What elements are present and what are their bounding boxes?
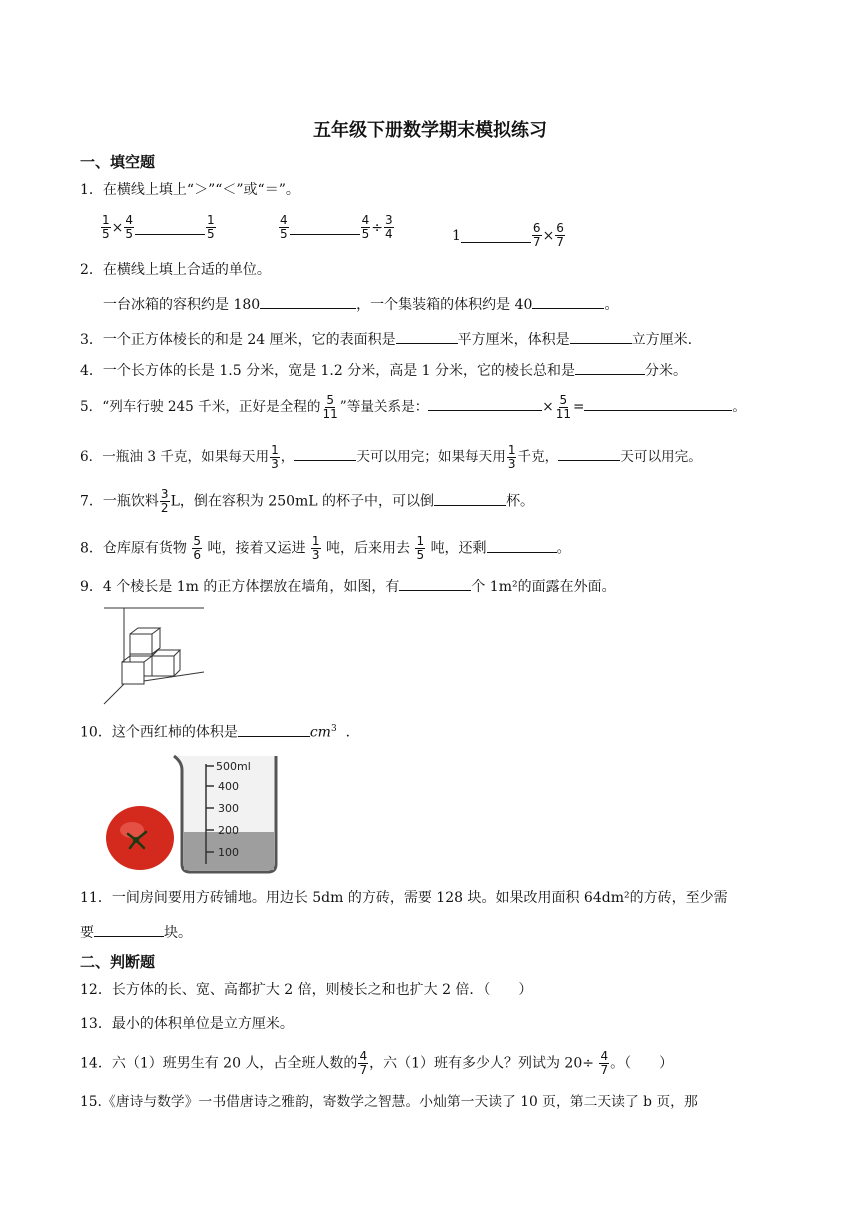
answer-blank[interactable] [294,446,356,461]
fraction: $\frac{4}{7}$ [600,1049,609,1077]
fraction: $\frac{4}{5}$ [361,213,370,241]
measuring-beaker [168,752,284,876]
fraction: $\frac{1}{3}$ [271,443,279,471]
fraction: $\frac{5}{11}$ [322,393,338,421]
answer-blank[interactable] [135,220,205,235]
answer-blank[interactable] [94,922,164,937]
answer-blank[interactable] [570,329,632,344]
answer-blank[interactable] [290,220,360,235]
question-11: 11．一间房间要用方砖铺地。用边长 5dm 的方砖，需要 128 块。如果改用面积 64dm²的方砖，至少需 [80,890,728,906]
answer-blank[interactable] [487,538,557,553]
section-judge-heading: 二、判断题 [80,953,156,971]
beaker-label-100: 100 [218,846,239,859]
answer-blank[interactable] [399,576,471,591]
fraction: $\frac{1}{3}$ [507,443,516,471]
fraction: $\frac{5}{6}$ [193,534,202,562]
beaker-label-200: 200 [218,824,239,837]
answer-blank[interactable] [396,329,458,344]
fraction: $\frac{4}{5}$ [125,213,134,241]
question-10: 10．这个西红柿的体积是 $cm^3$ ． [80,719,360,743]
answer-blank[interactable] [558,446,620,461]
answer-blank[interactable] [584,396,732,411]
fraction: $\frac{1}{5}$ [102,213,110,241]
question-11-cont: 要 块。 [80,922,192,943]
fraction: $\frac{1}{5}$ [207,213,215,241]
question-8: 8．仓库原有货物 $\frac{5}{6}$ 吨，接着又运进 $\frac{1}{3}$ 吨，后来用去 $\frac{1}{5}$ 吨，还剩 。 [80,534,571,562]
answer-blank[interactable] [532,294,604,309]
fraction: $\frac{6}{7}$ [556,221,564,249]
q1-expression-3: 1 $\frac{6}{7}$ × $\frac{6}{7}$ [452,221,564,249]
question-9: 9．4 个棱长是 1m 的正方体摆放在墙角，如图，有 个 1m²的面露在外面。 [80,576,616,597]
fraction: $\frac{5}{11}$ [555,393,571,421]
question-3: 3．一个正方体棱长的和是 24 厘米，它的表面积是 平方厘米，体积是 立方厘米. [80,329,692,350]
answer-blank[interactable] [461,228,531,243]
question-12: 12．长方体的长、宽、高都扩大 2 倍，则棱长之和也扩大 2 倍．（ ） [80,982,533,998]
page-title: 五年级下册数学期末模拟练习 [313,120,547,141]
question-13: 13．最小的体积单位是立方厘米。 [80,1016,294,1032]
tomato-image [104,800,176,872]
cubes-in-corner-figure [100,604,206,706]
fraction: $\frac{6}{7}$ [532,221,541,249]
question-15: 15.《唐诗与数学》一书借唐诗之雅韵，寄数学之智慧。小灿第一天读了 10 页，第二天读了 b 页，那 [80,1094,698,1110]
fraction: $\frac{3}{2}$ [160,487,169,515]
fraction: $\frac{1}{3}$ [311,534,320,562]
q1-expression-1: $\frac{1}{5}$ × $\frac{4}{5}$ $\frac{1}{5}$ [102,213,215,241]
question-7: 7．一瓶饮料 $\frac{3}{2}$ L，倒在容积为 250mL 的杯子中，可以倒 杯。 [80,487,535,515]
beaker-label-400: 400 [218,780,239,793]
fraction: $\frac{4}{5}$ [280,213,288,241]
beaker-label-500: 500ml [216,760,251,773]
answer-blank[interactable] [575,360,645,375]
answer-blank[interactable] [434,491,506,506]
q1-expression-2: $\frac{4}{5}$ $\frac{4}{5}$ ÷ $\frac{3}{4}$ [280,213,393,241]
question-2: 2．在横线上填上合适的单位。 [80,262,271,278]
question-5: 5．“列车行驶 245 千米，正好是全程的 $\frac{5}{11}$ ”等量关系是： × $\frac{5}{11}$ = 。 [80,393,746,421]
question-2-line: 一台冰箱的容积约是 180 ，一个集装箱的体积约是 40 。 [103,294,618,315]
beaker-label-300: 300 [218,802,239,815]
answer-blank[interactable] [428,396,542,411]
fraction: $\frac{1}{5}$ [416,534,425,562]
question-6: 6．一瓶油 3 千克，如果每天用 $\frac{1}{3}$ ， 天可以用完；如果每天用 $\frac{1}{3}$ 千克， 天可以用完。 [80,443,702,471]
fraction: $\frac{3}{4}$ [385,213,393,241]
question-4: 4．一个长方体的长是 1.5 分米，宽是 1.2 分米，高是 1 分米，它的棱长总和是 分米。 [80,360,687,381]
question-14: 14．六（1）班男生有 20 人，占全班人数的 $\frac{4}{7}$ ，六（1）班有多少人？列试为 20÷ $\frac{4}{7}$ 。（ ） [80,1049,674,1077]
section-fill-heading: 一、填空题 [80,153,156,171]
fraction: $\frac{4}{7}$ [359,1049,368,1077]
answer-blank[interactable] [238,722,310,737]
answer-blank[interactable] [260,294,356,309]
question-1: 1．在横线上填上“＞”“＜”或“＝”。 [80,182,300,198]
